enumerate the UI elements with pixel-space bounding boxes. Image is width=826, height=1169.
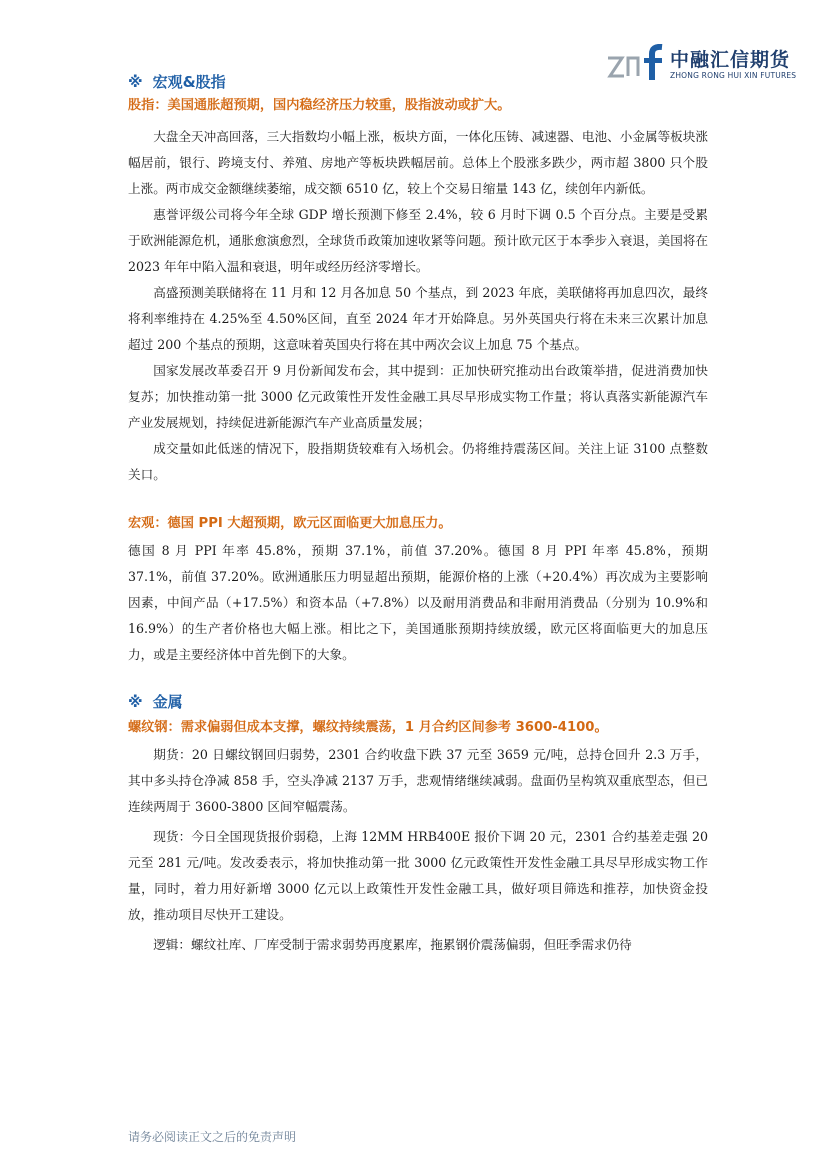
paragraph: 成交量如此低迷的情况下，股指期货较难有入场机会。仍将维持震荡区间。关注上证 3100 点整数关口。 <box>128 441 708 482</box>
paragraph: 逻辑：螺纹社库、厂库受制于需求弱势再度累库，拖累钢价震荡偏弱，但旺季需求仍待 <box>153 937 632 952</box>
footer-disclaimer: 请务必阅读正文之后的免责声明 <box>128 1130 297 1144</box>
section-title-text: 金属 <box>152 693 183 711</box>
company-name-en: ZHONG RONG HUI XIN FUTURES <box>670 71 797 80</box>
headline-stock-index: 股指：美国通胀超预期，国内稳经济压力较重，股指波动或扩大。 <box>128 98 511 113</box>
paragraph: 高盛预测美联储将在 11 月和 12 月各加息 50 个基点，到 2023 年底，美联储将再加息四次，最终将利率维持在 4.25%至 4.50%区间，直至 2024 年才开始降息。另外英国央行将在未来三次累计加息超过 200 个基点的预期，这意味着英国央行将在其中两次会议上加息 75 个基点。 <box>128 285 708 352</box>
section-mark: ※ <box>128 73 143 91</box>
paragraph: 期货：20 日螺纹钢回归弱势，2301 合约收盘下跌 37 元至 3659 元/吨，总持仓回升 2.3 万手，其中多头持仓净减 858 手，空头净减 2137 万手，悲观情绪继续减弱。盘面仍呈构筑双重底型态，但已连续两周于 3600-3800 区间窄幅震荡。 <box>128 747 708 814</box>
section-title-metals <box>128 690 708 714</box>
headline-rebar: 螺纹钢：需求偏弱但成本支撑，螺纹持续震荡，1 月合约区间参考 3600-4100。 <box>128 720 608 735</box>
section-title-macro <box>128 70 708 94</box>
paragraph: 惠誉评级公司将今年全球 GDP 增长预测下修至 2.4%，较 6 月时下调 0.5 个百分点。主要是受累于欧洲能源危机，通胀愈演愈烈，全球货币政策加速收紧等问题。预计欧元区于本季步入衰退，美国将在 2023 年年中陷入温和衰退，明年或经历经济零增长。 <box>128 207 708 274</box>
section-title-text: 宏观&股指 <box>152 73 226 91</box>
paragraph: 德国 8 月 PPI 年率 45.8%，预期 37.1%，前值 37.20%。德国 8 月 PPI 年率 45.8%，预期 37.1%，前值 37.20%。欧洲通胀压力明显超出预期，能源价格的上涨（+20.4%）再次成为主要影响因素，中间产品（+17.5%）和资本品（+7.8%）以及耐用消费品和非耐用消费品（分别为 10.9%和 16.9%）的生产者价格也大幅上涨。相比之下，美国通胀预期持续放缓，欧元区将面临更大的加息压力，或是主要经济体中首先倒下的大象。 <box>128 543 708 662</box>
headline-macro: 宏观：德国 PPI 大超预期，欧元区面临更大加息压力。 <box>128 516 452 531</box>
paragraph: 大盘全天冲高回落，三大指数均小幅上涨，板块方面，一体化压铸、减速器、电池、小金属等板块涨幅居前，银行、跨境支付、养殖、房地产等板块跌幅居前。总体上个股涨多跌少，两市超 3800 只个股上涨。两市成交金额继续萎缩，成交额 6510 亿，较上个交易日缩量 143 亿，续创年内新低。 <box>128 129 708 196</box>
company-name-cn: 中融汇信期货 <box>670 49 791 71</box>
paragraph: 现货：今日全国现货报价弱稳，上海 12MM HRB400E 报价下调 20 元，2301 合约基差走强 20 元至 281 元/吨。发改委表示，将加快推动第一批 3000 亿元政策性开发性金融工具尽早形成实物工作量，同时，着力用好新增 3000 亿元以上政策性开发性金融工具，做好项目筛选和推荐，加快资金投放，推动项目尽快开工建设。 <box>128 829 708 922</box>
report-body <box>128 70 708 958</box>
section-mark: ※ <box>128 693 143 711</box>
paragraph: 国家发展改革委召开 9 月份新闻发布会，其中提到：正加快研究推动出台政策举措，促进消费加快复苏；加快推动第一批 3000 亿元政策性开发性金融工具尽早形成实物工作量；将认真落实新能源汽车产业发展规划，持续促进新能源汽车产业高质量发展； <box>128 363 708 430</box>
